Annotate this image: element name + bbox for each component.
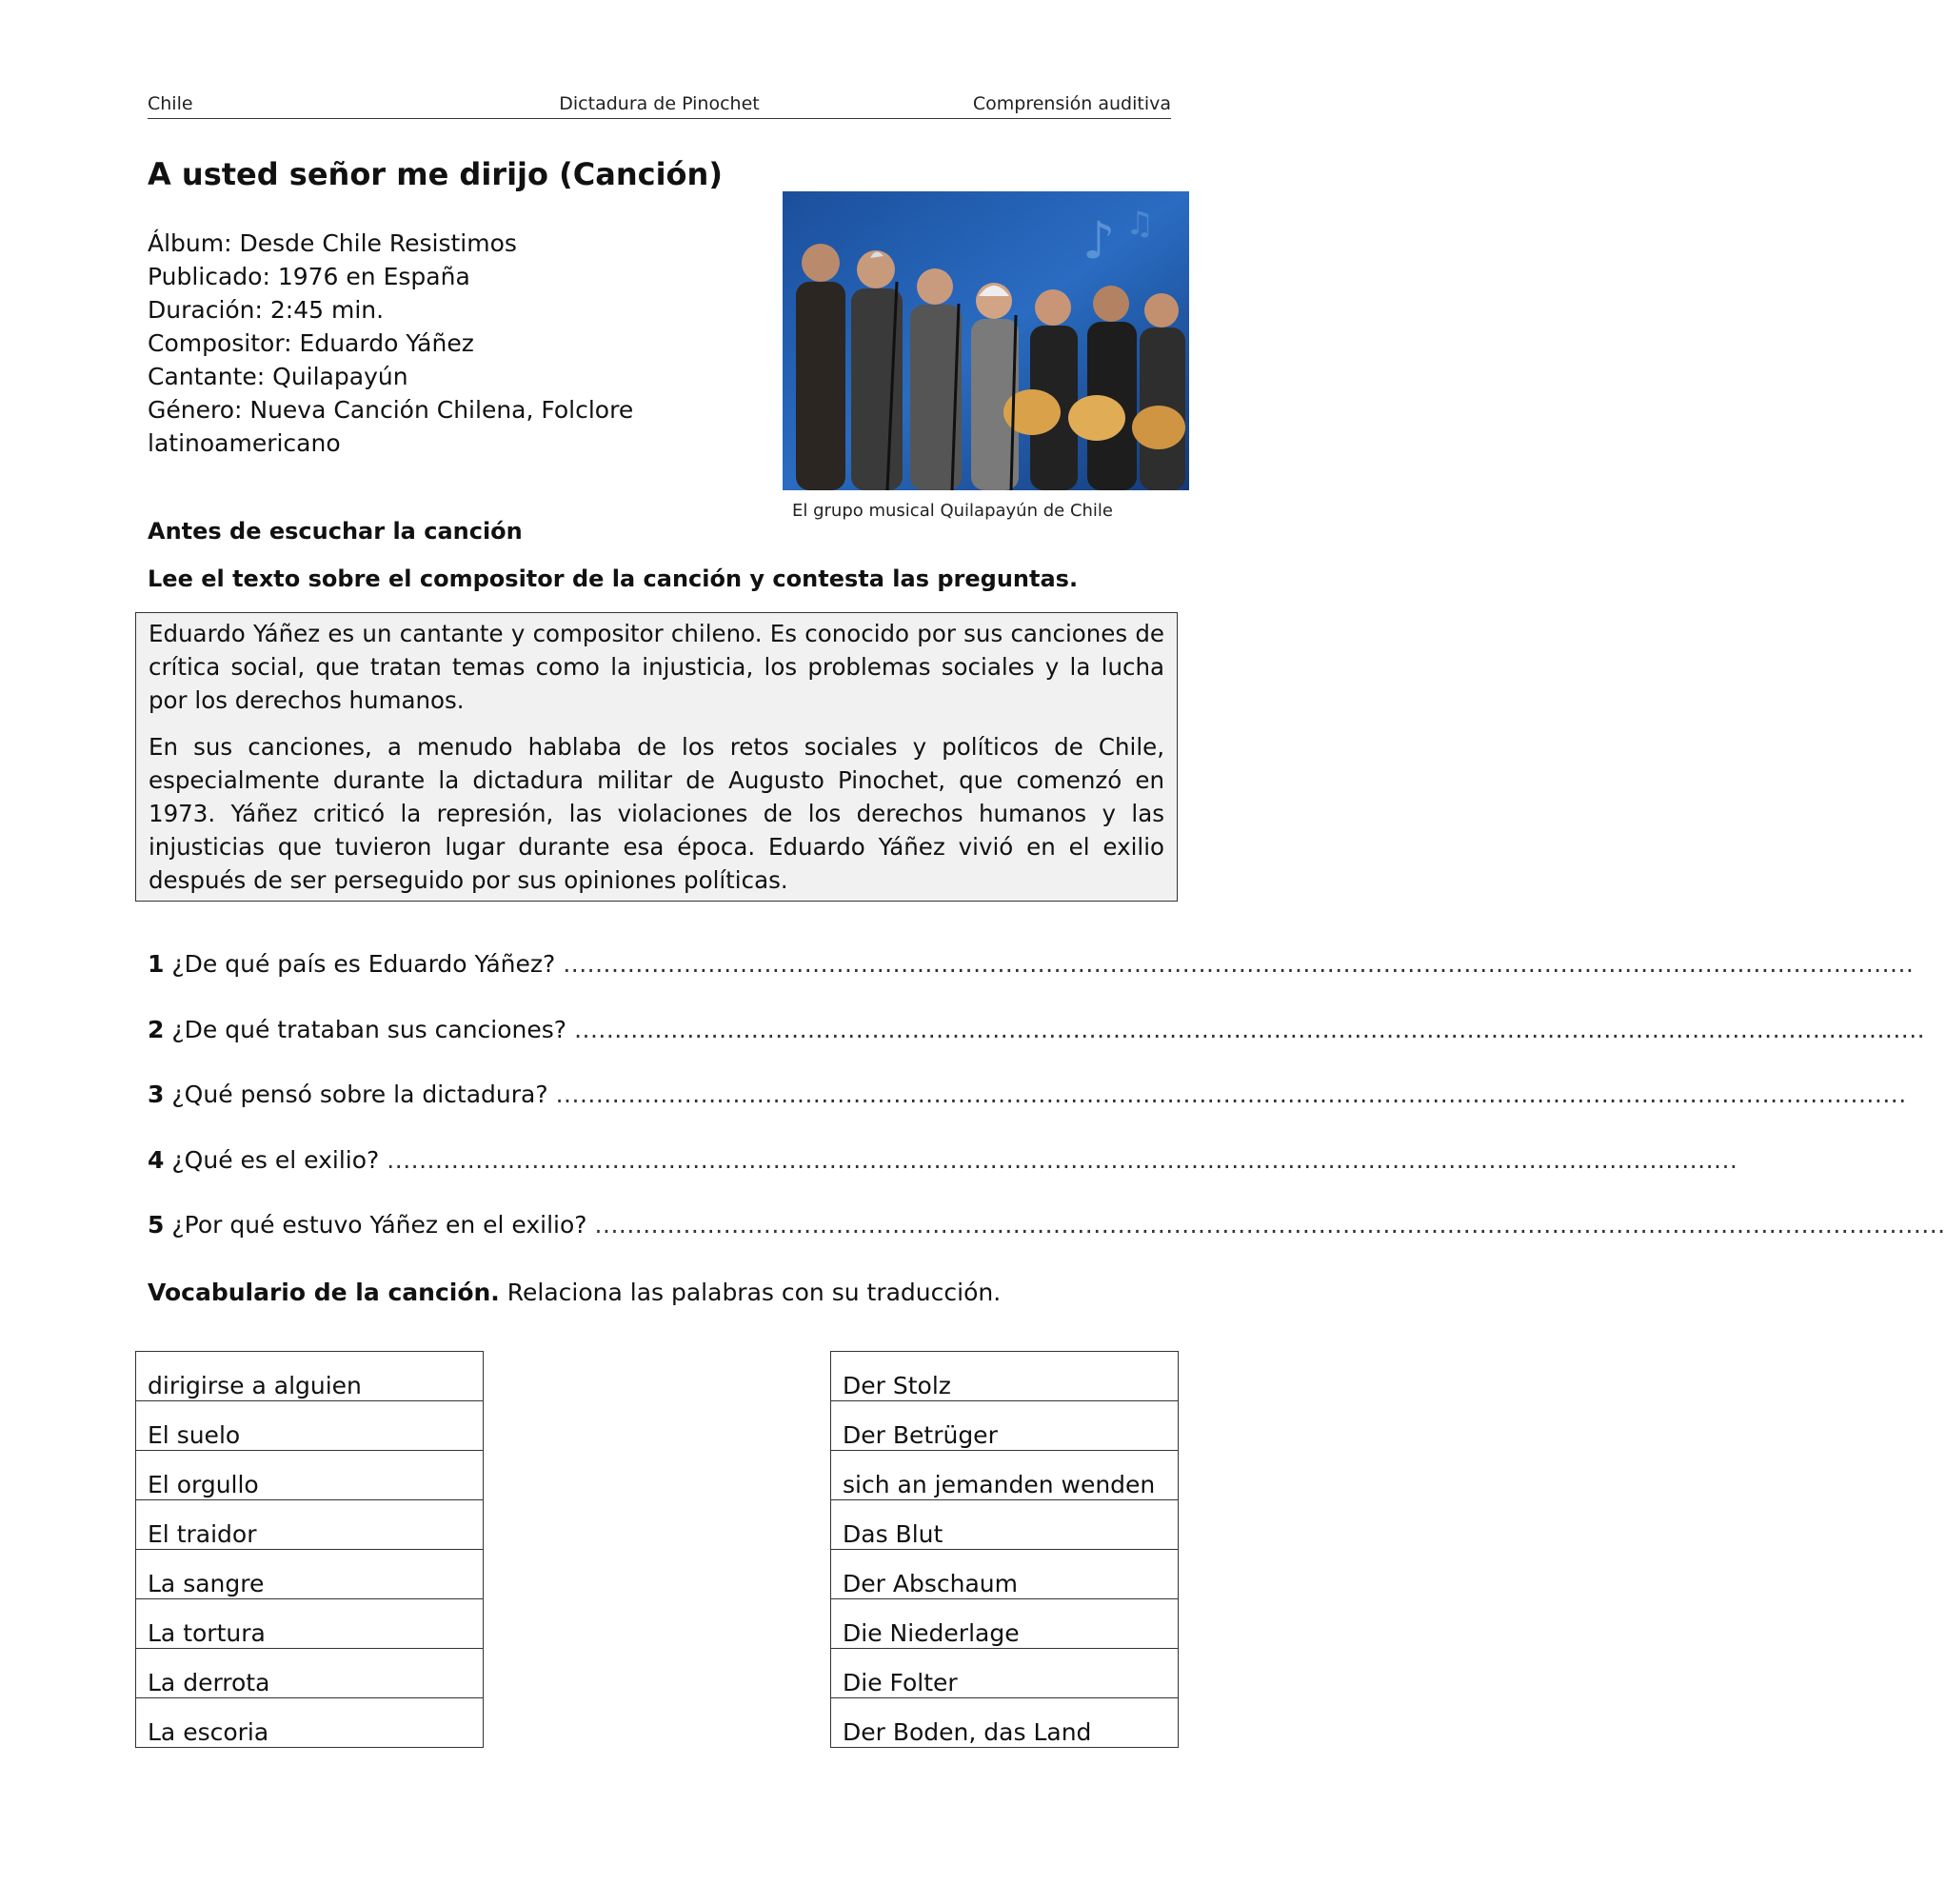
- reading-text-box: [135, 612, 1178, 902]
- song-info-singer: Cantante: Quilapayún: [148, 363, 408, 390]
- reading-paragraph: Eduardo Yáñez es un cantante y compositor chileno. Es conocido por sus canciones de crítica social, que tratan temas como la injusticia, los problemas sociales y la lucha por los derechos humanos.: [149, 620, 1164, 714]
- song-info-album: Álbum: Desde Chile Resistimos: [148, 229, 517, 257]
- question-item: [148, 1081, 1907, 1146]
- vocab-spanish-cell[interactable]: La sangre: [136, 1550, 484, 1599]
- vocab-table-spanish: [135, 1351, 484, 1748]
- question-item: [148, 1211, 1946, 1277]
- vocab-german-cell[interactable]: Der Stolz: [831, 1352, 1179, 1401]
- answer-line[interactable]: ........................................................................................................................................................................: [574, 1015, 1926, 1043]
- band-photo: [783, 191, 1189, 490]
- answer-line[interactable]: ........................................................................................................................................................................: [387, 1145, 1738, 1174]
- question-text: ¿De qué país es Eduardo Yáñez?: [171, 950, 556, 978]
- vocab-spanish-cell[interactable]: La derrota: [136, 1649, 484, 1698]
- question-text: ¿De qué trataban sus canciones?: [171, 1015, 567, 1043]
- answer-line[interactable]: ........................................................................................................................................................................: [555, 1081, 1907, 1108]
- vocab-spanish-cell[interactable]: El traidor: [136, 1500, 484, 1550]
- song-info-genre: Género: Nueva Canción Chilena, Folclore latinoamericano: [148, 396, 634, 457]
- vocab-german-cell[interactable]: Der Betrüger: [831, 1401, 1179, 1451]
- vocab-german-cell[interactable]: Das Blut: [831, 1500, 1179, 1550]
- vocab-german-cell[interactable]: Der Boden, das Land: [831, 1698, 1179, 1748]
- question-list: [148, 950, 1946, 1277]
- vocab-heading-bold: Vocabulario de la canción.: [148, 1279, 500, 1306]
- svg-text:♫: ♫: [1125, 205, 1155, 243]
- header-country: Chile: [148, 93, 193, 114]
- question-text: ¿Por qué estuvo Yáñez en el exilio?: [171, 1211, 587, 1239]
- vocab-heading: [148, 1279, 1001, 1306]
- vocab-spanish-cell[interactable]: El suelo: [136, 1401, 484, 1451]
- svg-text:♪: ♪: [1082, 210, 1116, 270]
- reading-instruction: Lee el texto sobre el compositor de la canción y contesta las preguntas.: [148, 565, 1079, 592]
- vocab-heading-instruction: Relaciona las palabras con su traducción.: [499, 1279, 1002, 1306]
- page-header: [148, 91, 1171, 119]
- question-number: 1: [148, 950, 165, 978]
- answer-line[interactable]: ........................................................................................................................................................................: [594, 1211, 1946, 1239]
- page-title: A usted señor me dirijo (Canción): [148, 156, 723, 192]
- question-number: 3: [148, 1081, 165, 1108]
- vocab-spanish-cell[interactable]: La escoria: [136, 1698, 484, 1748]
- vocab-spanish-cell[interactable]: El orgullo: [136, 1451, 484, 1500]
- question-item: [148, 1015, 1926, 1081]
- song-info-published: Publicado: 1976 en España: [148, 263, 470, 290]
- question-text: ¿Qué es el exilio?: [171, 1145, 380, 1174]
- question-item: [148, 1145, 1738, 1212]
- section-heading-before-listening: Antes de escuchar la canción: [148, 518, 523, 545]
- vocab-german-cell[interactable]: Die Niederlage: [831, 1599, 1179, 1649]
- song-info-duration: Duración: 2:45 min.: [148, 296, 385, 324]
- vocab-spanish-cell[interactable]: La tortura: [136, 1599, 484, 1649]
- header-skill: Comprensión auditiva: [972, 93, 1171, 114]
- vocab-spanish-cell[interactable]: dirigirse a alguien: [136, 1352, 484, 1401]
- song-info-composer: Compositor: Eduardo Yáñez: [148, 329, 474, 357]
- vocab-german-cell[interactable]: Der Abschaum: [831, 1550, 1179, 1599]
- vocab-german-cell[interactable]: sich an jemanden wenden: [831, 1451, 1179, 1500]
- question-number: 5: [148, 1211, 165, 1239]
- photo-caption: El grupo musical Quilapayún de Chile: [792, 501, 1113, 521]
- question-text: ¿Qué pensó sobre la dictadura?: [171, 1081, 548, 1108]
- song-info-list: [148, 227, 643, 460]
- answer-line[interactable]: ........................................................................................................................................................................: [563, 950, 1915, 978]
- question-item: [148, 950, 1915, 1016]
- vocab-table-german: [830, 1351, 1179, 1748]
- vocab-german-cell[interactable]: Die Folter: [831, 1649, 1179, 1698]
- question-number: 4: [148, 1145, 165, 1174]
- reading-paragraph: En sus canciones, a menudo hablaba de los retos sociales y políticos de Chile, especialmente durante la dictadura militar de Augusto Pinochet, que comenzó en 1973. Yáñez criticó la represión, las violaciones de los derechos humanos y las injusticias que tuvieron lugar durante esa época. Eduardo Yáñez vivió en el exilio después de ser perseguido por sus opiniones políticas.: [149, 733, 1164, 894]
- header-topic: Dictadura de Pinochet: [559, 93, 760, 114]
- question-number: 2: [148, 1015, 165, 1043]
